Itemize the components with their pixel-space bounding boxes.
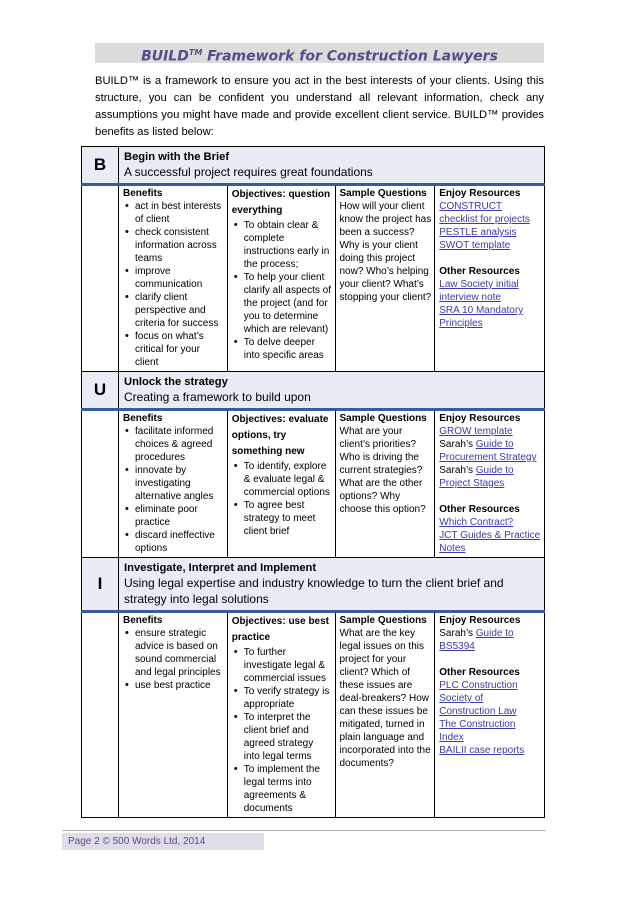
objective-item: • To interpret the client brief and agreed strategy into legal terms: [232, 711, 332, 763]
objectives-heading: Objectives: question everything: [231, 189, 331, 216]
benefits-heading: Benefits: [123, 413, 163, 424]
stage-header-row: [82, 558, 545, 612]
resource-item: [439, 425, 541, 438]
questions-text: How will your client know the project has been a success? Why is your client doing this project now? Who’s helping your client? What’s stopping your client?: [339, 201, 432, 303]
stage-subtitle: A successful project requires great foundations: [124, 165, 373, 179]
resource-item: [439, 200, 541, 226]
benefits-heading: Benefits: [123, 615, 163, 626]
objectives-list: [232, 219, 332, 362]
resources-gap: [439, 252, 541, 265]
objective-item: • To implement the legal terms into agreements & documents: [232, 763, 332, 815]
resources-gap: [439, 653, 541, 666]
resource-link[interactable]: PESTLE analysis: [439, 227, 517, 238]
questions-heading: Sample Questions: [339, 413, 427, 424]
other-resource-item: [439, 278, 541, 304]
objective-item: • To delve deeper into specific areas: [232, 336, 332, 362]
objectives-list: [232, 460, 332, 538]
benefit-item: • ensure strategic advice is based on sound commercial and legal principles: [123, 627, 224, 679]
resource-link[interactable]: SWOT template: [439, 240, 511, 251]
other-resources-heading: Other Resources: [439, 266, 520, 277]
benefit-item: • act in best interests of client: [123, 200, 224, 226]
stage-spacer-cell: [82, 612, 119, 818]
other-resource-item: [439, 304, 541, 330]
title-tm: TM: [188, 48, 203, 57]
questions-text: What are the key legal issues on this project for your client? Which of these issues are deal-breakers? How can these issues be mitigated, turned in plain language and incorporated into the documents?: [339, 628, 431, 769]
resources-column: [434, 613, 544, 817]
framework-table: [81, 146, 545, 818]
questions-text: What are your client’s priorities? Who is driving the current strategies? What are the other options? Why choose this option?: [339, 426, 426, 515]
stage-letter: B: [82, 147, 119, 185]
resources-heading: Enjoy Resources: [439, 615, 521, 626]
benefits-column: [119, 411, 227, 557]
stage-content: [119, 410, 545, 558]
objective-item: • To verify strategy is appropriate: [232, 685, 332, 711]
stage-spacer-cell: [82, 410, 119, 558]
stage-spacer-cell: [82, 185, 119, 372]
benefits-column: [119, 186, 227, 371]
other-resource-link[interactable]: Society of Construction Law: [439, 693, 517, 717]
resource-link[interactable]: Guide to BS5394: [439, 628, 514, 652]
resource-link[interactable]: Guide to Project Stages: [439, 465, 514, 489]
resources-gap: [439, 490, 541, 503]
page-footer: Page 2 © 500 Words Ltd, 2014: [62, 833, 264, 850]
stage-header-row: [82, 147, 545, 185]
resource-item: [439, 438, 541, 464]
resource-link[interactable]: Guide to Procurement Strategy: [439, 439, 537, 463]
benefit-item: • use best practice: [123, 679, 224, 692]
other-resource-item: [439, 529, 541, 555]
footer-divider: [62, 830, 546, 831]
stage-columns: [119, 613, 544, 817]
other-resource-link[interactable]: The Construction Index: [439, 719, 516, 743]
stage-heading: [119, 372, 545, 410]
stage-content-row: [82, 410, 545, 558]
resource-item: [439, 226, 541, 239]
title-build: BUILD: [141, 48, 189, 65]
benefit-item: • clarify client perspective and criteria for success: [123, 291, 224, 330]
other-resource-item: [439, 718, 541, 744]
other-resource-link[interactable]: SRA 10 Mandatory Principles: [439, 305, 524, 329]
objectives-heading: Objectives: use best practice: [231, 616, 330, 643]
objective-item: • To identify, explore & evaluate legal & commercial options: [232, 460, 332, 499]
resources-column: [434, 186, 544, 371]
stage-letter: I: [82, 558, 119, 612]
intro-paragraph: BUILD™ is a framework to ensure you act in the best interests of your clients. Using this structure, you can be confident you understand all relevant information, check any assumptions you might have made and provide excellent client service. BUILD™ provides benefits as listed below:: [95, 75, 544, 138]
stage-heading: [119, 558, 545, 612]
other-resource-link[interactable]: Law Society initial interview note: [439, 279, 519, 303]
resource-link[interactable]: CONSTRUCT checklist for projects: [439, 201, 530, 225]
objectives-list: [232, 646, 332, 815]
other-resource-item: [439, 516, 541, 529]
benefit-item: • innovate by investigating alternative angles: [123, 464, 224, 503]
resources-heading: Enjoy Resources: [439, 413, 521, 424]
stage-content-row: [82, 612, 545, 818]
resource-item: [439, 239, 541, 252]
stage-heading: [119, 147, 545, 185]
resource-prefix: Sarah’s: [439, 465, 476, 476]
objective-item: • To further investigate legal & commercial issues: [232, 646, 332, 685]
objectives-heading: Objectives: evaluate options, try something new: [231, 414, 329, 457]
benefit-item: • eliminate poor practice: [123, 503, 224, 529]
other-resource-item: [439, 744, 541, 757]
objectives-column: [227, 186, 335, 371]
questions-heading: Sample Questions: [339, 615, 427, 626]
stage-letter: U: [82, 372, 119, 410]
stage-content-row: [82, 185, 545, 372]
objective-item: • To obtain clear & complete instructions early in the process;: [232, 219, 332, 271]
title-rest: Framework for Construction Lawyers: [202, 48, 498, 65]
benefit-item: • improve communication: [123, 265, 224, 291]
document-title: [95, 43, 544, 63]
stage-columns: [119, 411, 544, 557]
benefit-item: • discard ineffective options: [123, 529, 224, 555]
stage-content: [119, 185, 545, 372]
stage-subtitle: Creating a framework to build upon: [124, 390, 311, 404]
stage-title: Investigate, Interpret and Implement: [124, 562, 317, 574]
stage-title: Unlock the strategy: [124, 376, 228, 388]
questions-column: [335, 186, 435, 371]
objectives-column: [227, 613, 335, 817]
questions-column: [335, 411, 435, 557]
resource-item: [439, 464, 541, 490]
other-resources-heading: Other Resources: [439, 504, 520, 515]
other-resource-link[interactable]: JCT Guides & Practice Notes: [439, 530, 541, 554]
objective-item: • To help your client clarify all aspects of the project (and for you to determine which are relevant): [232, 271, 332, 336]
resource-prefix: Sarah’s: [439, 439, 476, 450]
other-resource-item: [439, 679, 541, 692]
stage-header-row: [82, 372, 545, 410]
other-resource-link[interactable]: Which Contract?: [439, 517, 514, 528]
stage-content: [119, 612, 545, 818]
questions-heading: Sample Questions: [339, 188, 427, 199]
benefits-list: [123, 425, 224, 555]
objective-item: • To agree best strategy to meet client brief: [232, 499, 332, 538]
benefits-column: [119, 613, 227, 817]
benefits-list: [123, 200, 224, 369]
objectives-column: [227, 411, 335, 557]
benefit-item: • check consistent information across teams: [123, 226, 224, 265]
other-resource-item: [439, 692, 541, 718]
benefits-heading: Benefits: [123, 188, 163, 199]
resource-prefix: Sarah’s: [439, 628, 476, 639]
stage-subtitle: Using legal expertise and industry knowledge to turn the client brief and strategy into legal solutions: [124, 576, 504, 606]
benefit-item: • facilitate informed choices & agreed procedures: [123, 425, 224, 464]
resources-column: [434, 411, 544, 557]
questions-column: [335, 613, 435, 817]
benefit-item: • focus on what’s critical for your client: [123, 330, 224, 369]
resource-item: [439, 627, 541, 653]
benefits-list: [123, 627, 224, 692]
resource-link[interactable]: GROW template: [439, 426, 513, 437]
other-resources-heading: Other Resources: [439, 667, 520, 678]
stage-title: Begin with the Brief: [124, 151, 230, 163]
other-resource-link[interactable]: PLC Construction: [439, 680, 518, 691]
other-resource-link[interactable]: BAILII case reports: [439, 745, 525, 756]
resources-heading: Enjoy Resources: [439, 188, 521, 199]
stage-columns: [119, 186, 544, 371]
